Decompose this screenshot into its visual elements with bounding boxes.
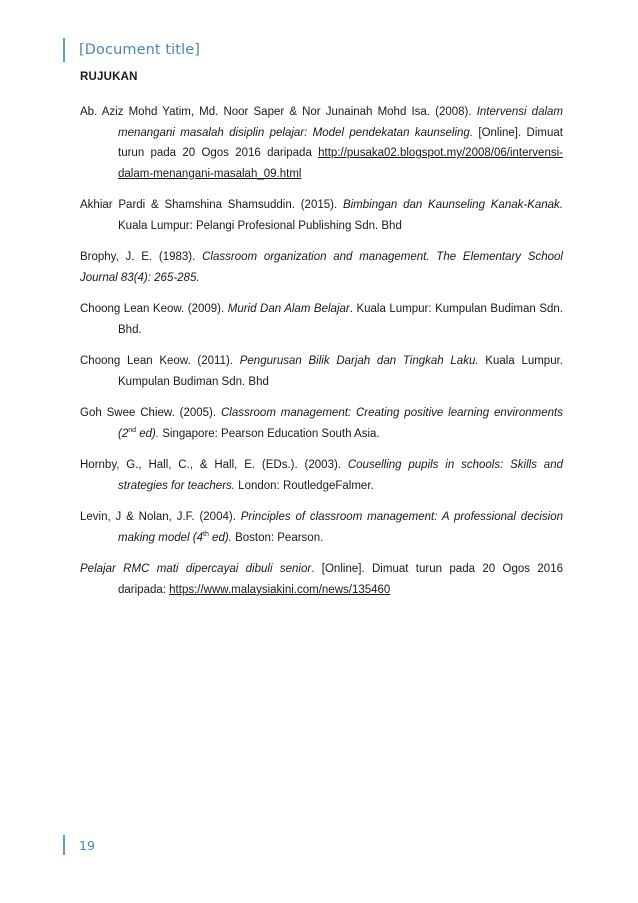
reference-author: Goh Swee Chiew. (2005).	[80, 407, 221, 419]
reference-link[interactable]: https://www.malaysiakini.com/news/135460	[169, 583, 391, 596]
page-footer	[63, 835, 95, 855]
reference-title: Couselling pupils in schools: Skills and strategies for teachers.	[118, 459, 563, 492]
reference-source: Boston: Pearson.	[231, 531, 324, 544]
reference-link[interactable]: http://pusaka02.blogspot.my/2008/06/intervensi-dalam-menangani-masalah_09.html	[118, 147, 563, 180]
reference-entry	[80, 559, 563, 600]
reference-author: Ab. Aziz Mohd Yatim, Md. Noor Saper & Nor Junainah Mohd Isa. (2008).	[80, 106, 477, 118]
reference-list	[80, 102, 563, 611]
reference-source: London: RoutledgeFalmer.	[234, 479, 374, 492]
reference-entry	[80, 299, 563, 340]
reference-source: Kuala Lumpur. Kumpulan Budiman Sdn. Bhd	[118, 355, 563, 388]
reference-entry	[80, 247, 563, 288]
reference-superscript: nd	[128, 426, 137, 434]
document-title: [Document title]	[79, 42, 200, 58]
reference-superscript: th	[203, 530, 209, 538]
reference-author: Brophy, J. E. (1983).	[80, 251, 203, 263]
reference-source: Kuala Lumpur: Pelangi Profesional Publishing Sdn. Bhd	[118, 219, 402, 232]
reference-entry	[80, 507, 563, 548]
reference-title: Principles of classroom management: A professional decision making model (4	[118, 511, 563, 544]
reference-title: Classroom organization and management. The Elementary School Journal 83(4): 265-285.	[80, 251, 563, 284]
page-number: 19	[79, 837, 95, 853]
reference-author: Choong Lean Keow. (2011).	[80, 355, 240, 367]
reference-author: Choong Lean Keow. (2009).	[80, 303, 228, 315]
reference-source: . Kuala Lumpur: Kumpulan Budiman Sdn. Bhd.	[118, 303, 563, 336]
reference-entry	[80, 455, 563, 496]
reference-author: Akhiar Pardi & Shamshina Shamsuddin. (2015).	[80, 199, 343, 211]
reference-entry	[80, 351, 563, 392]
reference-entry	[80, 403, 563, 444]
reference-author: Hornby, G., Hall, C., & Hall, E. (EDs.). (2003).	[80, 459, 348, 471]
header-accent-bar	[63, 38, 65, 62]
reference-title: Bimbingan dan Kaunseling Kanak-Kanak.	[342, 199, 563, 211]
reference-entry	[80, 102, 563, 184]
reference-title: Intervensi dalam menangani masalah disiplin pelajar: Model pendekatan kaunseling.	[118, 106, 564, 139]
reference-source: Singapore: Pearson Education South Asia.	[159, 427, 380, 440]
reference-source: . [Online]. Dimuat turun pada 20 Ogos 2016 daripada:	[118, 563, 563, 596]
footer-accent-bar	[63, 835, 65, 855]
reference-author: Levin, J & Nolan, J.F. (2004).	[80, 511, 241, 523]
reference-source: [Online]. Dimuat turun pada 20 Ogos 2016 daripada	[118, 126, 563, 159]
section-heading: RUJUKAN	[80, 71, 138, 83]
reference-title: Pengurusan Bilik Darjah dan Tingkah Laku.	[239, 355, 479, 367]
reference-title: Pelajar RMC mati dipercayai dibuli senior	[80, 563, 312, 575]
reference-edition: ed).	[136, 427, 160, 440]
reference-title: Murid Dan Alam Belajar	[227, 303, 350, 315]
reference-title: Classroom management: Creating positive learning environments (2	[118, 407, 563, 440]
reference-entry	[80, 195, 563, 236]
reference-edition: ed).	[208, 531, 232, 544]
page-header	[63, 38, 200, 62]
